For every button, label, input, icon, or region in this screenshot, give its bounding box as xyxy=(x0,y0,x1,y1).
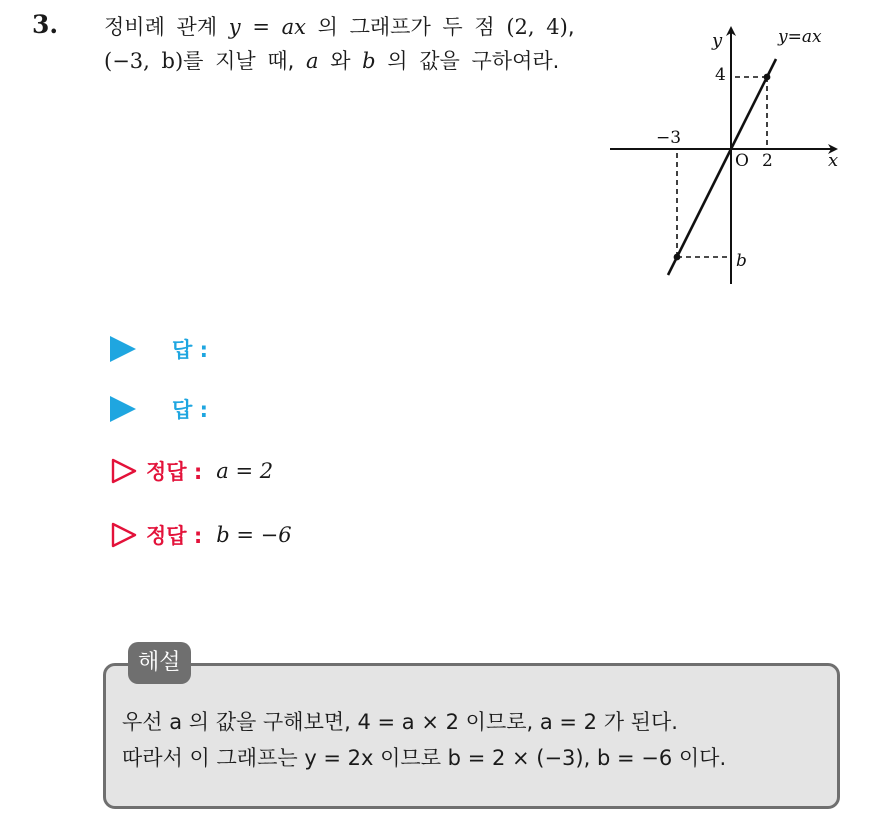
question-text-part: 정비례 관계 xyxy=(104,15,229,39)
question-separator: , xyxy=(567,15,575,39)
answer-row-1 xyxy=(110,454,273,488)
solution-tag: 해설 xyxy=(128,642,191,684)
question-var-b: b xyxy=(362,49,376,73)
x-axis-label: x xyxy=(828,150,839,171)
answer-blank-label: 답 : xyxy=(172,398,208,422)
line-label: y=ax xyxy=(778,27,822,47)
question-formula: y = ax xyxy=(228,15,306,39)
play-outline-icon xyxy=(110,457,138,485)
question-point-1: (2, 4) xyxy=(506,15,568,39)
question-point-2: (−3, b) xyxy=(104,49,184,73)
answer-value-2: b = −6 xyxy=(216,523,292,547)
answer-value-1: a = 2 xyxy=(216,459,274,483)
answer-row-2 xyxy=(110,518,292,552)
solution-line-1: 우선 a 의 값을 구해보면, 4 = a × 2 이므로, a = 2 가 된다. xyxy=(122,710,678,734)
question-text-part: 의 그래프가 두 점 xyxy=(305,15,507,39)
play-icon xyxy=(110,336,136,362)
solution-line-2: 따라서 이 그래프는 y = 2x 이므로 b = 2 × (−3), b = −6 이다. xyxy=(122,746,727,770)
answer-label: 정답 : xyxy=(146,460,203,484)
y-axis-label: y xyxy=(712,30,723,51)
answer-blank-row-1 xyxy=(110,332,208,366)
question-number: 3. xyxy=(32,10,59,39)
data-point-2 xyxy=(674,254,681,261)
question-text-part: 를 지날 때, xyxy=(183,49,306,73)
play-icon xyxy=(110,396,136,422)
data-point-1 xyxy=(764,74,771,81)
tick-y-pos: 4 xyxy=(715,65,726,85)
plot-line-group xyxy=(668,59,776,275)
graph xyxy=(604,22,844,288)
play-outline-icon xyxy=(110,521,138,549)
answer-blank-row-2 xyxy=(110,392,208,426)
question-text-part: 의 값을 구하여라. xyxy=(375,49,560,73)
question-text xyxy=(104,10,584,78)
answer-label: 정답 : xyxy=(146,524,203,548)
tick-y-neg: b xyxy=(736,251,747,271)
tick-x-neg: −3 xyxy=(656,128,682,148)
solution-text xyxy=(122,704,832,776)
series-line xyxy=(668,59,776,275)
question-var-a: a xyxy=(306,49,319,73)
question-text-part: 와 xyxy=(318,49,363,73)
answer-blank-label: 답 : xyxy=(172,338,208,362)
origin-label: O xyxy=(735,151,749,171)
tick-x-pos: 2 xyxy=(762,151,773,171)
